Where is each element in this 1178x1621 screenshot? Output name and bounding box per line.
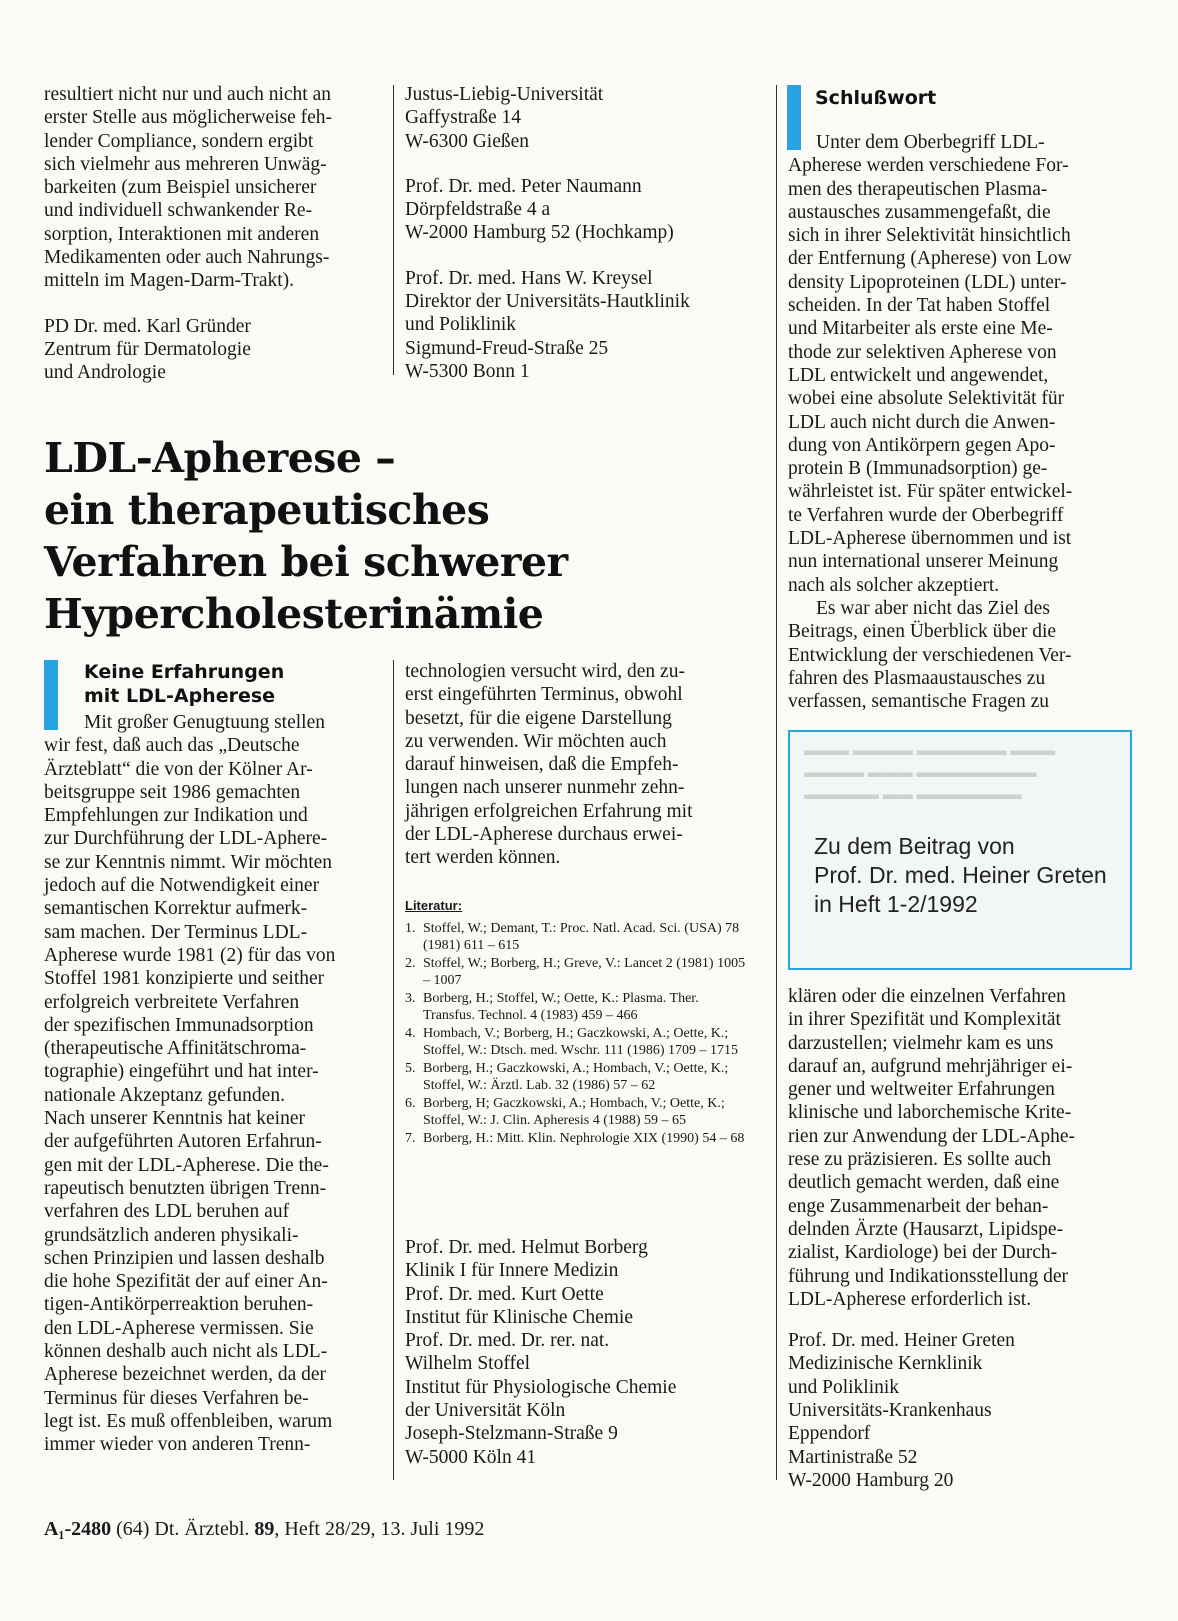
address-line: Gaffystraße 14 xyxy=(405,107,522,129)
column-rule xyxy=(776,85,777,1480)
section1-body xyxy=(44,711,384,1457)
address-line: Direktor der Universitäts-Hautklinik xyxy=(405,291,690,313)
text-line: Apherese bezeichnet werden, da der xyxy=(44,1364,327,1386)
reference-number: 1. xyxy=(405,921,416,936)
text-line: die hohe Spezifität der auf einer An- xyxy=(44,1271,328,1293)
text-line: legt ist. Es muß offenbleiben, warum xyxy=(44,1410,333,1432)
text-line: scheiden. In der Tat haben Stoffel xyxy=(788,295,1051,317)
text-line: sich in ihrer Selektivität hinsichtlich xyxy=(788,225,1071,247)
text-line: verfahren des LDL beruhen auf xyxy=(44,1201,290,1223)
text-line: rien zur Anwendung der LDL-Aphe- xyxy=(788,1125,1075,1147)
section-heading xyxy=(84,660,284,708)
author-line: Zentrum für Dermatologie xyxy=(44,338,251,360)
text-line: Terminus für dieses Verfahren be- xyxy=(44,1387,309,1409)
show-through-text: ▬▬▬ ▬▬▬▬ ▬▬▬▬▬▬ ▬▬▬ ▬▬▬▬ ▬▬▬ ▬▬▬▬▬▬▬▬ ▬▬▬▬▬ ▬▬ ▬▬▬▬▬▬▬ xyxy=(804,743,1056,803)
schlusswort-heading: Schlußwort xyxy=(815,87,937,109)
text-line: Ärzteblatt“ die von der Kölner Ar- xyxy=(44,758,313,780)
reference-text: Stoffel, W.; Borberg, H.; Greve, V.: Lancet 2 (1981) 1005 – 1007 xyxy=(423,956,746,988)
title-line: Verfahren bei schwerer xyxy=(44,538,568,586)
text-line: tographie) eingeführt und hat inter- xyxy=(44,1061,319,1083)
right-column-body xyxy=(788,131,1133,713)
text-line: jährigen erfolgreichen Erfahrung mit xyxy=(405,800,693,822)
volume-number: 89 xyxy=(254,1518,275,1540)
reference-item xyxy=(405,991,750,1024)
text-line: in ihrer Spezifität und Komplexität xyxy=(788,1009,1061,1031)
text-line: Nach unserer Kenntnis hat keiner xyxy=(44,1108,305,1130)
text-line: erfolgreich verbreitete Verfahren xyxy=(44,991,300,1013)
text-line: der aufgeführten Autoren Erfahrun- xyxy=(44,1131,322,1153)
text-line: Apherese wurde 1981 (2) für das von xyxy=(44,944,336,966)
text-line: deutlich gemacht werden, daß eine xyxy=(788,1172,1060,1194)
text-line: darzustellen; vielmehr kam es uns xyxy=(788,1032,1054,1054)
reference-item xyxy=(405,921,750,954)
middle-column xyxy=(405,660,745,870)
text-line: sam machen. Der Terminus LDL- xyxy=(44,921,308,943)
reference-item xyxy=(405,1096,750,1129)
author-line: PD Dr. med. Karl Gründer xyxy=(44,315,251,337)
text-line: der Entfernung (Apherese) von Low xyxy=(788,248,1072,270)
signature-line: Universitäts-Krankenhaus xyxy=(788,1400,992,1422)
text-line: density Lipoproteinen (LDL) unter- xyxy=(788,271,1067,293)
box-line: in Heft 1-2/1992 xyxy=(814,891,978,917)
title-line: Hypercholesterinämie xyxy=(44,590,544,638)
text-line: fahren des Plasmaaustausches zu xyxy=(788,667,1046,689)
text-line: Beitrags, einen Überblick über die xyxy=(788,621,1057,643)
signature-line: Institut für Klinische Chemie xyxy=(405,1306,634,1328)
text-line: erst eingeführten Terminus, obwohl xyxy=(405,684,683,706)
address-line: W-5300 Bonn 1 xyxy=(405,360,530,382)
text-line: nun international unserer Meinung xyxy=(788,551,1059,573)
signature-line: Prof. Dr. med. Kurt Oette xyxy=(405,1283,604,1305)
text-line: schen Prinzipien und lassen deshalb xyxy=(44,1247,325,1269)
text-line: können deshalb auch nicht als LDL- xyxy=(44,1341,328,1363)
signature-line: W-5000 Köln 41 xyxy=(405,1446,537,1468)
text-line: Apherese werden verschiedene For- xyxy=(788,155,1069,177)
column-rule xyxy=(393,660,394,1480)
reference-item xyxy=(405,1131,750,1148)
address-line: Sigmund-Freud-Straße 25 xyxy=(405,337,609,359)
issue-date: , Heft 28/29, 13. Juli 1992 xyxy=(274,1518,485,1540)
text-line: resultiert nicht nur und auch nicht an xyxy=(44,84,331,105)
signature-line: Wilhelm Stoffel xyxy=(405,1353,531,1375)
text-line: wir fest, daß auch das „Deutsche xyxy=(44,735,300,757)
text-line: Stoffel 1981 konzipierte und seither xyxy=(44,968,325,990)
reference-text: Hombach, V.; Borberg, H.; Gaczkowski, A.; Oette, K.; Stoffel, W.: Dtsch. med. Wschr. 111 (1986) 1709 – 1715 xyxy=(423,1026,738,1058)
text-line: tigen-Antikörperreaktion beruhen- xyxy=(44,1294,314,1316)
text-line: lungen nach unserer nunmehr zehn- xyxy=(405,777,685,799)
reference-number: 7. xyxy=(405,1131,416,1146)
text-line: verfassen, semantische Fragen zu xyxy=(788,691,1049,713)
reference-number: 6. xyxy=(405,1096,416,1111)
title-line: LDL-Apherese – xyxy=(44,434,396,482)
text-line: dung von Antikörpern gegen Apo- xyxy=(788,434,1056,456)
text-line: LDL-Apherese übernommen und ist xyxy=(788,528,1072,550)
address-line: Prof. Dr. med. Peter Naumann xyxy=(405,175,642,197)
text-line: zur Durchführung der LDL-Aphere- xyxy=(44,828,328,850)
reference-text: Stoffel, W.; Demant, T.: Proc. Natl. Acad. Sci. (USA) 78 (1981) 611 – 615 xyxy=(423,921,740,953)
address-line: Prof. Dr. med. Hans W. Kreysel xyxy=(405,267,653,289)
signature-line: Medizinische Kernklinik xyxy=(788,1353,983,1375)
reference-item xyxy=(405,1061,750,1094)
address-line: W-6300 Gießen xyxy=(405,130,530,152)
text-line: erster Stelle aus möglicherweise feh- xyxy=(44,107,333,129)
text-line: grundsätzlich anderen physikali- xyxy=(44,1224,299,1246)
author-line: und Andrologie xyxy=(44,362,166,384)
text-line: Medikamenten oder auch Nahrungs- xyxy=(44,247,330,269)
text-line: beitsgruppe seit 1986 gemachten xyxy=(44,781,301,803)
text-line: währleistet ist. Für später entwickel- xyxy=(788,481,1073,503)
title-line: ein therapeutisches xyxy=(44,486,490,534)
text-line: Entwicklung der verschiedenen Ver- xyxy=(788,644,1072,666)
signature-line: Prof. Dr. med. Dr. rer. nat. xyxy=(405,1330,610,1352)
text-line: Es war aber nicht das Ziel des xyxy=(816,597,1050,619)
text-line: LDL auch nicht durch die Anwen- xyxy=(788,411,1056,433)
text-line: und Mitarbeiter als erste eine Me- xyxy=(788,318,1053,340)
text-line: darauf an, aufgrund mehrjähriger ei- xyxy=(788,1055,1073,1077)
text-line: gener und weltweiter Erfahrungen xyxy=(788,1079,1055,1101)
signature-line: der Universität Köln xyxy=(405,1400,566,1422)
right-column-continued xyxy=(788,985,1133,1492)
middle-signature xyxy=(405,1236,750,1469)
address-line: Dörpfeldstraße 4 a xyxy=(405,199,551,221)
text-line: LDL-Apherese erforderlich ist. xyxy=(788,1288,1032,1310)
text-line: delnden Ärzte (Hausarzt, Lipidspe- xyxy=(788,1218,1064,1240)
signature-line: Institut für Physiologische Chemie xyxy=(405,1376,677,1398)
text-line: enge Zusammenarbeit der behan- xyxy=(788,1195,1049,1217)
top-middle-column xyxy=(405,83,750,383)
text-line: gen mit der LDL-Apherese. Die the- xyxy=(44,1154,329,1176)
text-line: sorption, Interaktionen mit anderen xyxy=(44,223,320,245)
text-line: der LDL-Apherese durchaus erwei- xyxy=(405,824,683,846)
text-line: wobei eine absolute Selektivität für xyxy=(788,388,1065,410)
text-line: darauf hinweisen, daß die Empfeh- xyxy=(405,754,679,776)
text-line: (therapeutische Affinitätschroma- xyxy=(44,1038,307,1060)
text-line: nach als solcher akzeptiert. xyxy=(788,574,1000,596)
text-line: technologien versucht wird, den zu- xyxy=(405,661,685,682)
reference-text: Borberg, H; Gaczkowski, A.; Hombach, V.; Oette, K.; Stoffel, W.: J. Clin. Apheresis 4 (1988) 59 – 65 xyxy=(423,1096,725,1128)
box-line: Prof. Dr. med. Heiner Greten xyxy=(814,862,1107,888)
signature-line: Eppendorf xyxy=(788,1423,871,1445)
column-rule xyxy=(393,85,394,375)
text-line: austausches zusammengefaßt, die xyxy=(788,201,1051,223)
text-line: Unter dem Oberbegriff LDL- xyxy=(816,132,1045,153)
signature-line: Joseph-Stelzmann-Straße 9 xyxy=(405,1423,618,1445)
text-line: se zur Kenntnis nimmt. Wir möchten xyxy=(44,851,333,873)
top-left-column xyxy=(44,83,394,385)
text-line: und individuell schwankender Re- xyxy=(44,200,313,222)
article-title xyxy=(44,432,568,640)
text-line: besetzt, für die eigene Darstellung xyxy=(405,707,672,729)
reference-number: 4. xyxy=(405,1026,416,1041)
text-line: te Verfahren wurde der Oberbegriff xyxy=(788,504,1064,526)
box-text xyxy=(814,832,1107,919)
page-number: A₁-2480 xyxy=(44,1518,112,1540)
text-line: immer wieder von anderen Trenn- xyxy=(44,1434,311,1456)
signature-line: Prof. Dr. med. Heiner Greten xyxy=(788,1330,1015,1352)
address-line: und Poliklinik xyxy=(405,314,517,336)
text-line: Mit großer Genugtuung stellen xyxy=(84,712,325,733)
text-line: sich vielmehr aus mehreren Unwäg- xyxy=(44,153,327,175)
box-line: Zu dem Beitrag von xyxy=(814,833,1015,859)
heading-line: mit LDL-Apherese xyxy=(84,685,276,707)
signature-line: Klinik I für Innere Medizin xyxy=(405,1260,619,1282)
text-line: zu verwenden. Wir möchten auch xyxy=(405,730,667,752)
reference-item xyxy=(405,956,750,989)
text-line: mitteln im Magen-Darm-Trakt). xyxy=(44,270,295,292)
text-line: lender Compliance, sondern ergibt xyxy=(44,130,314,152)
text-line: LDL entwickelt und angewendet, xyxy=(788,364,1049,386)
text-line: klären oder die einzelnen Verfahren xyxy=(788,986,1066,1007)
text-line: zialist, Kardiologe) bei der Durch- xyxy=(788,1242,1058,1264)
reference-text: Borberg, H.; Stoffel, W.; Oette, K.: Plasma. Ther. Transfus. Technol. 4 (1983) 459 – 466 xyxy=(423,991,699,1023)
text-line: men des therapeutischen Plasma- xyxy=(788,178,1048,200)
text-line: Empfehlungen zur Indikation und xyxy=(44,805,308,827)
text-line: klinische und laborchemische Krite- xyxy=(788,1102,1072,1124)
reference-list xyxy=(405,921,750,1148)
text-line: thode zur selektiven Apherese von xyxy=(788,341,1057,363)
text-line: der spezifischen Immunadsorption xyxy=(44,1014,314,1036)
signature-line: Martinistraße 52 xyxy=(788,1446,918,1468)
address-line: Justus-Liebig-Universität xyxy=(405,84,604,105)
text-line: nationale Akzeptanz gefunden. xyxy=(44,1084,285,1106)
signature-line: und Poliklinik xyxy=(788,1376,900,1398)
text-line: jedoch auf die Notwendigkeit einer xyxy=(44,875,320,897)
text-line: rese zu präzisieren. Es sollte auch xyxy=(788,1149,1052,1171)
reference-number: 5. xyxy=(405,1061,416,1076)
address-line: W-2000 Hamburg 52 (Hochkamp) xyxy=(405,222,674,244)
reference-item xyxy=(405,1026,750,1059)
reference-text: Borberg, H.; Gaczkowski, A.; Hombach, V.; Oette, K.; Stoffel, W.: Ärztl. Lab. 32 (1986) 57 – 62 xyxy=(423,1061,729,1093)
reference-box xyxy=(788,730,1132,970)
journal-name: (64) Dt. Ärztebl. xyxy=(111,1518,255,1540)
reference-number: 2. xyxy=(405,956,416,971)
page-footer xyxy=(44,1518,484,1541)
heading-line: Keine Erfahrungen xyxy=(84,661,285,683)
text-line: führung und Indikationsstellung der xyxy=(788,1265,1068,1287)
text-line: rapeutisch benutzten übrigen Trenn- xyxy=(44,1177,327,1199)
literature-title: Literatur: xyxy=(405,898,463,913)
text-line: den LDL-Apherese vermissen. Sie xyxy=(44,1317,314,1339)
text-line: tert werden können. xyxy=(405,847,561,869)
text-line: protein B (Immunadsorption) ge- xyxy=(788,458,1048,480)
literature-section xyxy=(405,898,750,1150)
text-line: barkeiten (zum Beispiel unsicherer xyxy=(44,177,317,199)
reference-text: Borberg, H.: Mitt. Klin. Nephrologie XIX (1990) 54 – 68 xyxy=(423,1131,745,1146)
reference-number: 3. xyxy=(405,991,416,1006)
text-line: semantischen Korrektur aufmerk- xyxy=(44,898,308,920)
signature-line: W-2000 Hamburg 20 xyxy=(788,1469,954,1491)
signature-line: Prof. Dr. med. Helmut Borberg xyxy=(405,1237,648,1258)
